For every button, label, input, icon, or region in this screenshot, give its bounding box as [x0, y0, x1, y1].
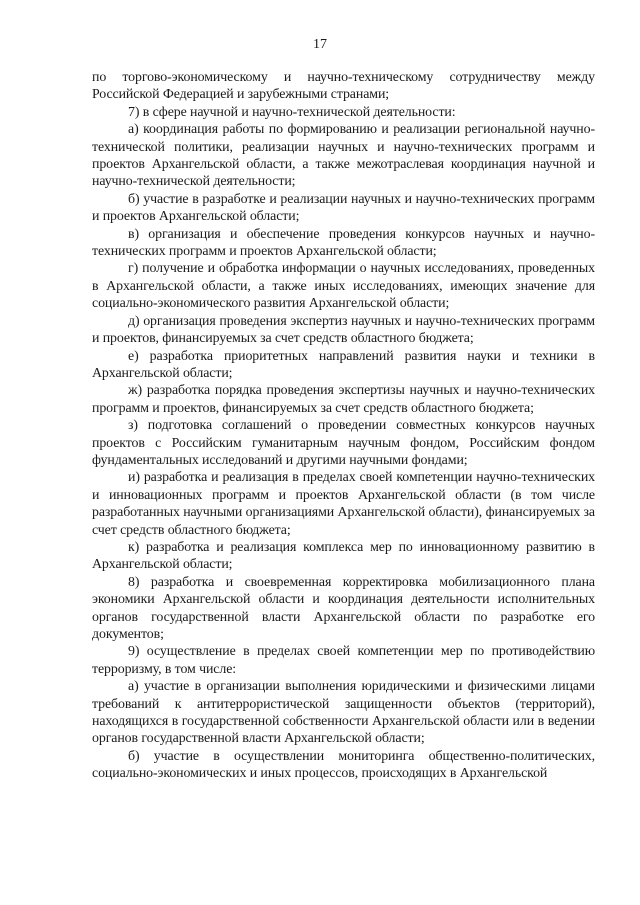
paragraph: к) разработка и реализация комплекса мер по инновационному развитию в Архангельской области; — [92, 539, 595, 573]
paragraph: и) разработка и реализация в пределах своей компетенции научно-технических и инновационных программ и проектов Архангельской области (в том числе разработанных научными организациями Архангельской области), финансируемых за счет средств областного бюджета; — [92, 470, 595, 538]
paragraph: 7) в сфере научной и научно-технической деятельности: — [128, 104, 456, 120]
paragraph: з) подготовка соглашений о проведении совместных конкурсов научных проектов с Российским гуманитарным научным фондом, Российским фондом фундаментальных исследований и другими научными фондами; — [92, 418, 595, 468]
paragraph: б) участие в осуществлении мониторинга общественно-политических, социально-экономических и иных процессов, происходящих в Архангельской — [92, 748, 595, 782]
paragraph: ж) разработка порядка проведения экспертизы научных и научно-технических программ и проектов, финансируемых за счет средств областного бюджета; — [92, 383, 595, 416]
paragraph: д) организация проведения экспертиз научных и научно-технических программ и проектов, финансируемых за счет средств областного бюджета; — [92, 313, 595, 347]
paragraph: 9) осуществление в пределах своей компетенции мер по противодействию терроризму, в том числе: — [92, 644, 595, 677]
paragraph: е) разработка приоритетных направлений развития науки и техники в Архангельской области; — [92, 348, 595, 381]
paragraph: в) организация и обеспечение проведения конкурсов научных и научно-технических программ и проектов Архангельской области; — [92, 226, 595, 260]
paragraph: б) участие в разработке и реализации научных и научно-технических программ и проектов Архангельской области; — [92, 191, 595, 225]
document-body — [92, 69, 595, 783]
paragraph: 8) разработка и своевременная корректировка мобилизационного плана экономики Архангельской области и координация деятельности исполнительных органов государственной власти Архангельской области по разработке его документов; — [92, 574, 595, 642]
page-number: 17 — [313, 37, 327, 52]
paragraph: по торгово-экономическому и научно-техническому сотрудничеству между Российской Федерацией и зарубежными странами; — [92, 70, 595, 103]
paragraph: а) участие в организации выполнения юридическими и физическими лицами требований к антитеррористической защищенности объектов (территорий), находящихся в государственной собственности Архангельской области или в ведении органов государственной власти Архангельской области; — [92, 679, 595, 747]
paragraph: а) координация работы по формированию и реализации региональной научно-технической политики, реализации научных и научно-технических программ и проектов Архангельской области, а также межотраслевая координация научной и научно-технической деятельности; — [92, 122, 595, 190]
paragraph: г) получение и обработка информации о научных исследованиях, проведенных в Архангельской области, а также иных исследованиях, имеющих значение для социально-экономического развития Архангельской области; — [92, 261, 595, 312]
